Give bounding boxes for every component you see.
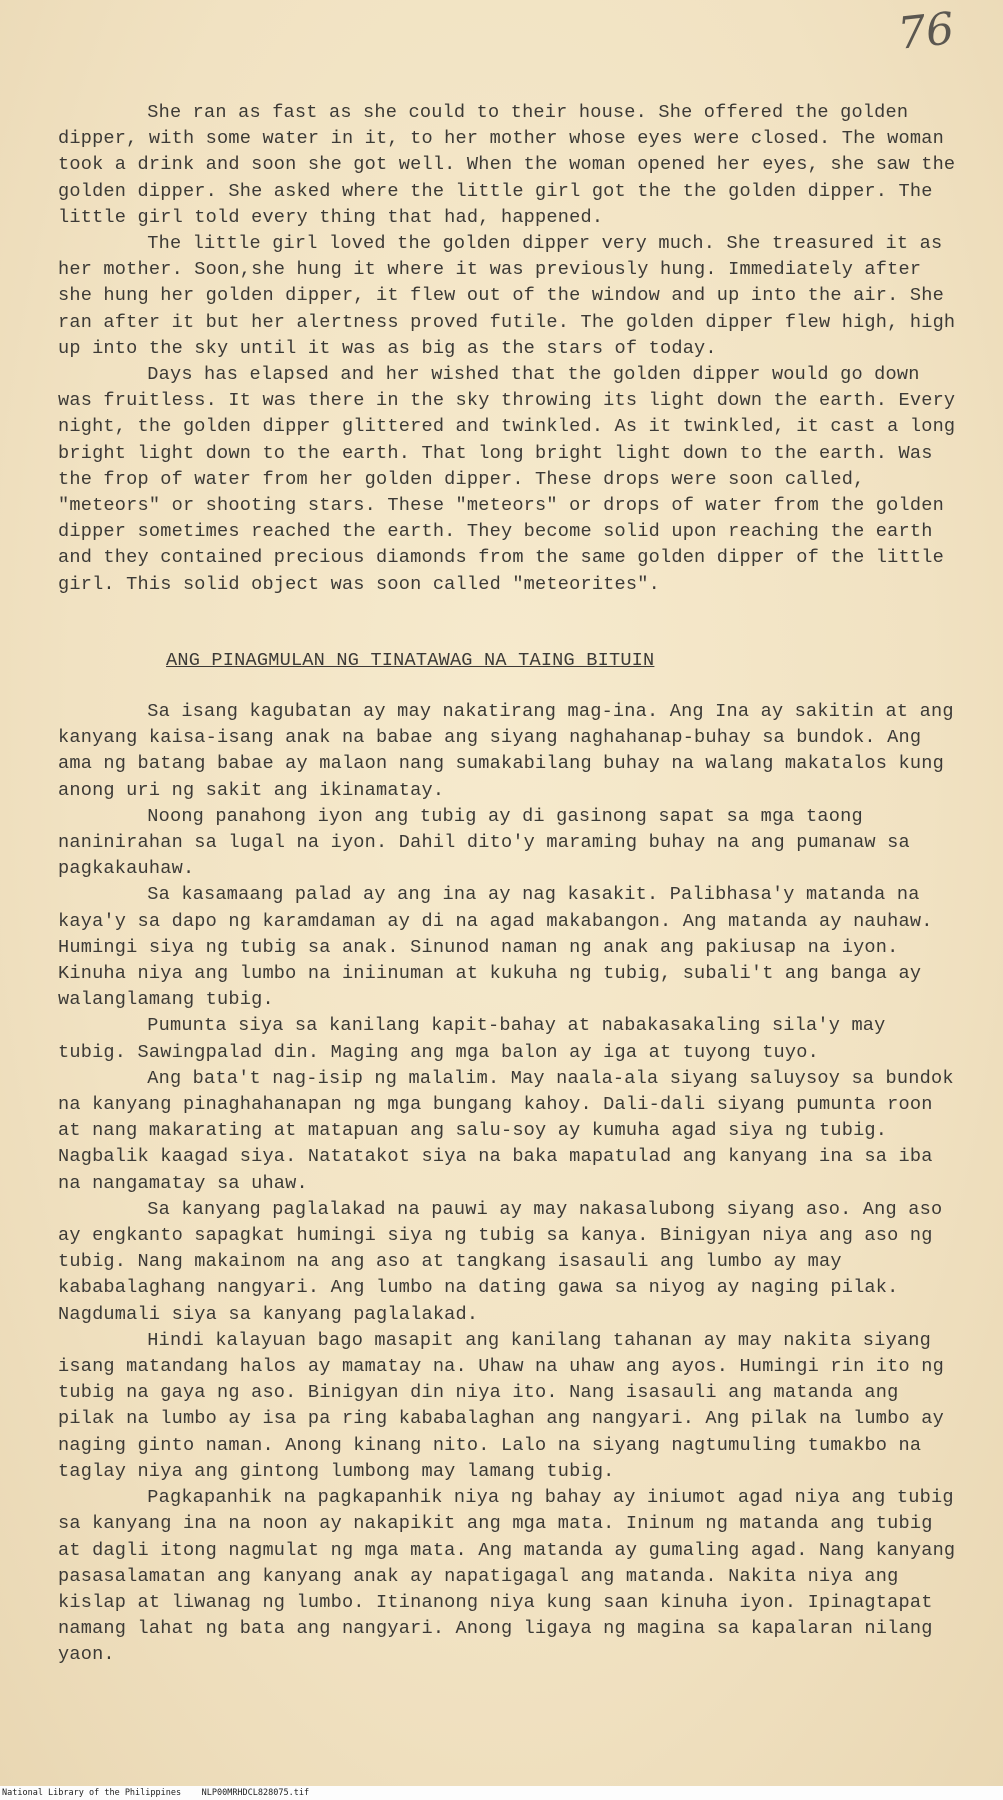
paragraph: Sa kanyang paglalakad na pauwi ay may nakasalubong siyang aso. Ang aso ay engkanto sapagkat humingi siya ng tubig sa kanya. Binigyan niya ang aso ng tubig. Nang makainom na ang aso at tangkang isasauli ang lumbo ay may kababalaghang nangyari. Ang lumbo na dating gawa sa niyog ay naging pilak. Nagdumali siya sa kanyang paglalakad.: [58, 1198, 954, 1325]
scan-footer: [0, 1786, 1003, 1800]
paragraph: Hindi kalayuan bago masapit ang kanilang tahanan ay may nakita siyang isang matandang halos ay mamatay na. Uhaw na uhaw ang ayos. Humingi rin ito ng tubig na gaya ng aso. Binigyan din niya ito. Nang isasauli ang matanda ang pilak na lumbo ay isa pa ring kababalaghan ang nangyari. Ang pilak na lumbo ay naging ginto naman. Anong kinang nito. Lalo na siyang nagtumuling tumakbo na taglay niya ang gintong lumbong may lamang tubig.: [58, 1329, 956, 1482]
paragraph: Noong panahong iyon ang tubig ay di gasinong sapat sa mga taong naninirahan sa lugal na iyon. Dahil dito'y maraming buhay na ang pumanaw sa pagkakauhaw.: [58, 805, 922, 880]
paragraph: Pagkapanhik na pagkapanhik niya ng bahay ay iniumot agad niya ang tubig sa kanyang ina na noon ay nakapikit ang mga mata. Ininum ng matanda ang tubig at dagli itong nagmulat ng mga mata. Ang matanda ay gumaling agad. Nang kanyang pasasalamatan ang kanyang anak ay napatigagal ang matanda. Nakita niya ang kislap at liwanag ng lumbo. Itinanong niya kung saan kinuha iyon. Ipinagtapat namang lahat ng bata ang nangyari. Anong ligaya ng magina sa kapalaran nilang yaon.: [58, 1487, 967, 1666]
page-number: 76: [895, 3, 957, 60]
paragraph: Sa isang kagubatan ay may nakatirang mag-ina. Ang Ina ay sakitin at ang kanyang kaisa-isang anak na babae ang siyang naghahanap-buhay sa bundok. Ang ama ng batang babae ay malaon nang sumakabilang buhay na walang makatalos kung anong uri ng sakit ang ikinamatay.: [58, 701, 966, 801]
library-name: National Library of the Philippines: [2, 1788, 182, 1798]
story-part-one: [58, 100, 967, 598]
story-part-two: [58, 699, 967, 1669]
paragraph: Ang bata't nag-isip ng malalim. May naala-ala siyang saluysoy sa bundok na kanyang pinaghahanapan ng mga bungang kahoy. Dali-dali siyang pumunta roon at nang makarating at matapuan ang salu-soy ay kumuha agad siya ng tubig. Nagbalik kaagad siya. Natatakot siya na baka mapatulad ang kanyang ina sa iba na nangamatay sa uhaw.: [58, 1067, 966, 1194]
section-title: ANG PINAGMULAN NG TINATAWAG NA TAING BITUIN: [166, 650, 655, 671]
file-id: NLP00MRHDCL828075.tif: [201, 1788, 310, 1798]
paragraph: Sa kasamaang palad ay ang ina ay nag kasakit. Palibhasa'y matanda na kaya'y sa dapo ng karamdaman ay di na agad makabangon. Ang matanda ay nauhaw. Humingi siya ng tubig sa anak. Sinunod naman ng anak ang pakiusap na iyon. Kinuha niya ang lumbo na iniinuman at kukuha ng tubig, subali't ang banga ay walanglamang tubig.: [58, 884, 944, 1011]
paragraph: Days has elapsed and her wished that the golden dipper would go down was fruitless. It was there in the sky throwing its light down the earth. Every night, the golden dipper glittered and twinkled. As it twinkled, it cast a long bright light down to the earth. That long bright light down to the earth. Was the frop of water from her golden dipper. These drops were soon called, "meteors" or shooting stars. These "meteors" or drops of water from the golden dipper sometimes reached the earth. They become solid upon reaching the earth and they contained precious diamonds from the same golden dipper of the little girl. This solid object was soon called "meteorites".: [58, 364, 967, 595]
paragraph: She ran as fast as she could to their house. She offered the golden dipper, with some water in it, to her mother whose eyes were closed. The woman took a drink and soon she got well. When the woman opened her eyes, she saw the golden dipper. She asked where the little girl got the the golden dipper. The little girl told every thing that had, happened.: [58, 102, 967, 228]
paragraph: The little girl loved the golden dipper very much. She treasured it as her mother. Soon,she hung it where it was previously hung. Immediately after she hung her golden dipper, it flew out of the window and up into the air. She ran after it but her alertness proved futile. The golden dipper flew high, high up into the sky until it was as big as the stars of today.: [58, 233, 967, 359]
paragraph: Pumunta siya sa kanilang kapit-bahay at nabakasakaling sila'y may tubig. Sawingpalad din. Maging ang mga balon ay iga at tuyong tuyo.: [58, 1015, 897, 1063]
